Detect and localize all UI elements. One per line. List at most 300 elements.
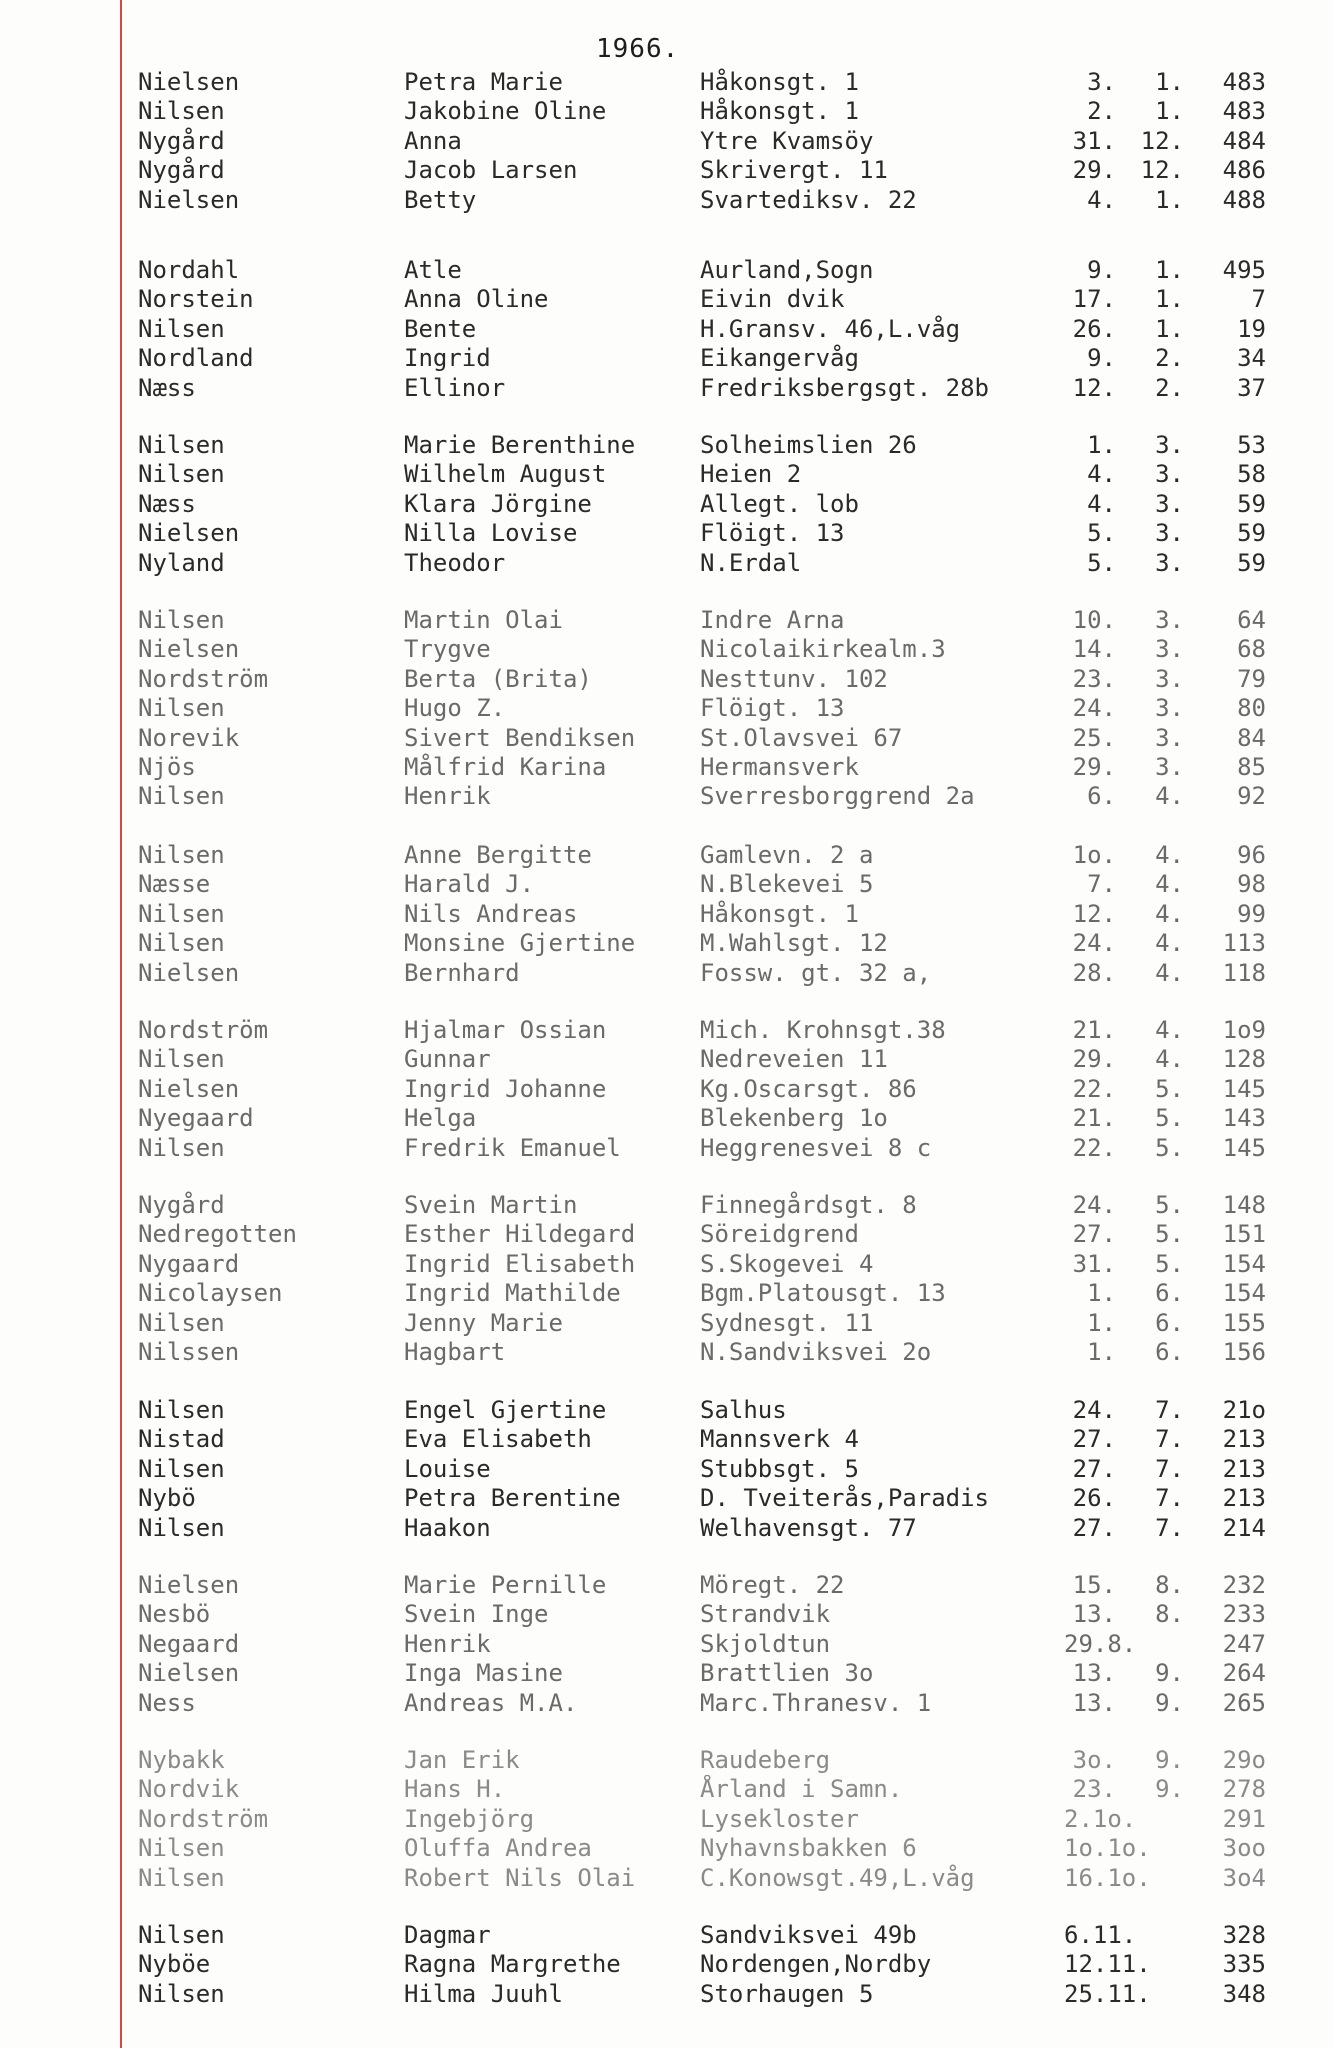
surname-cell: Nilsen (138, 900, 225, 928)
day-cell: 24. (1072, 694, 1116, 722)
address-cell: Mannsverk 4 (700, 1425, 859, 1453)
entry-number-cell: 59 (1237, 490, 1266, 518)
address-cell: Flöigt. 13 (700, 694, 845, 722)
month-cell: 12. (1140, 127, 1184, 155)
entry-number-cell: 155 (1222, 1309, 1266, 1337)
address-cell: Svartediksv. 22 (700, 186, 917, 214)
month-cell: 8. (1155, 1571, 1184, 1599)
day-cell: 12.11. (1064, 1950, 1151, 1978)
month-cell: 3. (1155, 724, 1184, 752)
day-cell: 1. (1087, 1309, 1116, 1337)
register-row (0, 959, 1334, 988)
entry-number-cell: 113 (1222, 929, 1266, 957)
month-cell: 6. (1155, 1309, 1184, 1337)
first-name-cell: Klara Jörgine (404, 490, 592, 518)
register-row (0, 1191, 1334, 1220)
register-row (0, 1746, 1334, 1775)
day-cell: 23. (1072, 1775, 1116, 1803)
entry-number-cell: 278 (1222, 1775, 1266, 1803)
address-cell: Nyhavnsbakken 6 (700, 1834, 917, 1862)
entry-number-cell: 68 (1237, 635, 1266, 663)
entry-number-cell: 143 (1222, 1104, 1266, 1132)
first-name-cell: Atle (404, 256, 462, 284)
register-row (0, 256, 1334, 285)
address-cell: Finnegårdsgt. 8 (700, 1191, 917, 1219)
register-row (0, 460, 1334, 489)
first-name-cell: Trygve (404, 635, 491, 663)
first-name-cell: Jakobine Oline (404, 97, 607, 125)
day-cell: 24. (1072, 929, 1116, 957)
entry-number-cell: 7 (1251, 285, 1266, 313)
address-cell: Nordengen,Nordby (700, 1950, 932, 1978)
address-cell: Söreidgrend (700, 1220, 859, 1248)
address-cell: Aurland,Sogn (700, 256, 874, 284)
day-cell: 5. (1087, 519, 1116, 547)
month-cell: 3. (1155, 694, 1184, 722)
first-name-cell: Anna (404, 127, 462, 155)
address-cell: Skjoldtun (700, 1630, 831, 1658)
entry-number-cell: 156 (1222, 1338, 1266, 1366)
surname-cell: Nilsen (138, 929, 225, 957)
day-cell: 12. (1072, 900, 1116, 928)
surname-cell: Nygård (138, 127, 225, 155)
day-cell: 12. (1072, 374, 1116, 402)
first-name-cell: Wilhelm August (404, 460, 607, 488)
surname-cell: Nordström (138, 1805, 269, 1833)
month-cell: 5. (1155, 1220, 1184, 1248)
register-row (0, 1045, 1334, 1074)
address-cell: Fredriksbergsgt. 28b (700, 374, 989, 402)
entry-number-cell: 264 (1222, 1659, 1266, 1687)
address-cell: Gamlevn. 2 a (700, 841, 874, 869)
first-name-cell: Helga (404, 1104, 477, 1132)
register-row (0, 68, 1334, 97)
surname-cell: Nilsen (138, 1921, 225, 1949)
entry-number-cell: 34 (1237, 344, 1266, 372)
month-cell: 1. (1155, 186, 1184, 214)
day-cell: 23. (1072, 665, 1116, 693)
first-name-cell: Fredrik Emanuel (404, 1134, 621, 1162)
register-row (0, 1630, 1334, 1659)
month-cell: 8. (1155, 1600, 1184, 1628)
first-name-cell: Gunnar (404, 1045, 491, 1073)
day-cell: 2. (1087, 97, 1116, 125)
first-name-cell: Hagbart (404, 1338, 506, 1366)
first-name-cell: Målfrid Karina (404, 753, 607, 781)
month-cell: 4. (1155, 870, 1184, 898)
register-row (0, 1514, 1334, 1543)
first-name-cell: Berta (Brita) (404, 665, 592, 693)
month-cell: 1. (1155, 97, 1184, 125)
register-row (0, 900, 1334, 929)
first-name-cell: Andreas M.A. (404, 1689, 578, 1717)
surname-cell: Njös (138, 753, 196, 781)
address-cell: Nesttunv. 102 (700, 665, 888, 693)
entry-number-cell: 484 (1222, 127, 1266, 155)
first-name-cell: Hilma Juuhl (404, 1980, 563, 2008)
first-name-cell: Petra Berentine (404, 1484, 621, 1512)
entry-number-cell: 291 (1222, 1805, 1266, 1833)
surname-cell: Norstein (138, 285, 254, 313)
surname-cell: Nielsen (138, 186, 240, 214)
day-cell: 4. (1087, 186, 1116, 214)
day-cell: 26. (1072, 315, 1116, 343)
entry-number-cell: 53 (1237, 431, 1266, 459)
register-row (0, 1016, 1334, 1045)
day-cell: 31. (1072, 127, 1116, 155)
address-cell: Storhaugen 5 (700, 1980, 874, 2008)
address-cell: Håkonsgt. 1 (700, 68, 859, 96)
year-heading: 1966. (596, 34, 680, 64)
month-cell: 7. (1155, 1484, 1184, 1512)
entry-number-cell: 488 (1222, 186, 1266, 214)
day-cell: 1o. (1072, 841, 1116, 869)
register-row (0, 127, 1334, 156)
address-cell: Möregt. 22 (700, 1571, 845, 1599)
month-cell: 4. (1155, 1016, 1184, 1044)
address-cell: Fossw. gt. 32 a, (700, 959, 932, 987)
address-cell: H.Gransv. 46,L.våg (700, 315, 961, 343)
month-cell: 3. (1155, 549, 1184, 577)
surname-cell: Nilsen (138, 782, 225, 810)
day-cell: 9. (1087, 344, 1116, 372)
first-name-cell: Ingrid Johanne (404, 1075, 607, 1103)
address-cell: C.Konowsgt.49,L.våg (700, 1864, 975, 1892)
surname-cell: Nilsen (138, 841, 225, 869)
month-cell: 4. (1155, 929, 1184, 957)
entry-number-cell: 265 (1222, 1689, 1266, 1717)
first-name-cell: Petra Marie (404, 68, 563, 96)
entry-number-cell: 118 (1222, 959, 1266, 987)
address-cell: Indre Arna (700, 606, 845, 634)
month-cell: 1. (1155, 285, 1184, 313)
day-cell: 22. (1072, 1134, 1116, 1162)
address-cell: N.Blekevei 5 (700, 870, 874, 898)
first-name-cell: Dagmar (404, 1921, 491, 1949)
address-cell: Heggrenesvei 8 c (700, 1134, 932, 1162)
first-name-cell: Monsine Gjertine (404, 929, 636, 957)
address-cell: Sandviksvei 49b (700, 1921, 917, 1949)
surname-cell: Nicolaysen (138, 1279, 283, 1307)
entry-number-cell: 37 (1237, 374, 1266, 402)
surname-cell: Nilsen (138, 460, 225, 488)
first-name-cell: Anna Oline (404, 285, 549, 313)
surname-cell: Nordström (138, 1016, 269, 1044)
day-cell: 29. (1072, 156, 1116, 184)
day-cell: 3. (1087, 68, 1116, 96)
address-cell: St.Olavsvei 67 (700, 724, 903, 752)
first-name-cell: Hjalmar Ossian (404, 1016, 607, 1044)
entry-number-cell: 1o9 (1222, 1016, 1266, 1044)
month-cell: 4. (1155, 782, 1184, 810)
day-cell: 25.11. (1064, 1980, 1151, 2008)
entry-number-cell: 19 (1237, 315, 1266, 343)
day-cell: 2.1o. (1064, 1805, 1137, 1833)
surname-cell: Nielsen (138, 959, 240, 987)
address-cell: Årland i Samn. (700, 1775, 903, 1803)
register-row (0, 1571, 1334, 1600)
entry-number-cell: 3o4 (1222, 1864, 1266, 1892)
entry-number-cell: 145 (1222, 1134, 1266, 1162)
month-cell: 3. (1155, 519, 1184, 547)
entry-number-cell: 154 (1222, 1250, 1266, 1278)
address-cell: Mich. Krohnsgt.38 (700, 1016, 946, 1044)
month-cell: 12. (1140, 156, 1184, 184)
first-name-cell: Harald J. (404, 870, 535, 898)
day-cell: 31. (1072, 1250, 1116, 1278)
month-cell: 6. (1155, 1338, 1184, 1366)
entry-number-cell: 92 (1237, 782, 1266, 810)
register-row (0, 1250, 1334, 1279)
month-cell: 3. (1155, 665, 1184, 693)
register-row (0, 344, 1334, 373)
register-row (0, 156, 1334, 185)
surname-cell: Nedregotten (138, 1220, 297, 1248)
day-cell: 26. (1072, 1484, 1116, 1512)
entry-number-cell: 148 (1222, 1191, 1266, 1219)
address-cell: Nicolaikirkealm.3 (700, 635, 946, 663)
address-cell: Blekenberg 1o (700, 1104, 888, 1132)
day-cell: 27. (1072, 1425, 1116, 1453)
day-cell: 13. (1072, 1600, 1116, 1628)
entry-number-cell: 21o (1222, 1396, 1266, 1424)
surname-cell: Nilsen (138, 694, 225, 722)
day-cell: 1. (1087, 1279, 1116, 1307)
register-row (0, 1338, 1334, 1367)
address-cell: Nedreveien 11 (700, 1045, 888, 1073)
surname-cell: Nielsen (138, 635, 240, 663)
first-name-cell: Bente (404, 315, 477, 343)
register-row (0, 1775, 1334, 1804)
entry-number-cell: 3oo (1222, 1834, 1266, 1862)
address-cell: Lysekloster (700, 1805, 859, 1833)
entry-number-cell: 59 (1237, 519, 1266, 547)
register-row (0, 1104, 1334, 1133)
register-row (0, 694, 1334, 723)
surname-cell: Nilsen (138, 1864, 225, 1892)
register-row (0, 929, 1334, 958)
surname-cell: Nielsen (138, 1571, 240, 1599)
day-cell: 29. (1072, 753, 1116, 781)
day-cell: 24. (1072, 1191, 1116, 1219)
address-cell: Ytre Kvamsöy (700, 127, 874, 155)
day-cell: 9. (1087, 256, 1116, 284)
first-name-cell: Nilla Lovise (404, 519, 578, 547)
first-name-cell: Inga Masine (404, 1659, 563, 1687)
address-cell: Strandvik (700, 1600, 831, 1628)
first-name-cell: Jacob Larsen (404, 156, 578, 184)
entry-number-cell: 232 (1222, 1571, 1266, 1599)
register-row (0, 519, 1334, 548)
entry-number-cell: 328 (1222, 1921, 1266, 1949)
first-name-cell: Oluffa Andrea (404, 1834, 592, 1862)
surname-cell: Nilsen (138, 1834, 225, 1862)
surname-cell: Nygaard (138, 1250, 240, 1278)
register-row (0, 285, 1334, 314)
entry-number-cell: 214 (1222, 1514, 1266, 1542)
address-cell: M.Wahlsgt. 12 (700, 929, 888, 957)
month-cell: 7. (1155, 1396, 1184, 1424)
entry-number-cell: 154 (1222, 1279, 1266, 1307)
entry-number-cell: 213 (1222, 1455, 1266, 1483)
day-cell: 17. (1072, 285, 1116, 313)
day-cell: 7. (1087, 870, 1116, 898)
first-name-cell: Ingrid (404, 344, 491, 372)
address-cell: Marc.Thranesv. 1 (700, 1689, 932, 1717)
first-name-cell: Nils Andreas (404, 900, 578, 928)
address-cell: Solheimslien 26 (700, 431, 917, 459)
day-cell: 13. (1072, 1659, 1116, 1687)
entry-number-cell: 213 (1222, 1425, 1266, 1453)
surname-cell: Næss (138, 374, 196, 402)
surname-cell: Nielsen (138, 1075, 240, 1103)
surname-cell: Nilsen (138, 1309, 225, 1337)
register-row (0, 1950, 1334, 1979)
register-row (0, 753, 1334, 782)
register-row (0, 1279, 1334, 1308)
register-row (0, 490, 1334, 519)
register-row (0, 374, 1334, 403)
address-cell: Hermansverk (700, 753, 859, 781)
month-cell: 3. (1155, 490, 1184, 518)
first-name-cell: Eva Elisabeth (404, 1425, 592, 1453)
month-cell: 4. (1155, 1045, 1184, 1073)
surname-cell: Nilsen (138, 1980, 225, 2008)
month-cell: 2. (1155, 344, 1184, 372)
address-cell: Eivin dvik (700, 285, 845, 313)
register-row (0, 1805, 1334, 1834)
entry-number-cell: 151 (1222, 1220, 1266, 1248)
entry-number-cell: 29o (1222, 1746, 1266, 1774)
address-cell: Kg.Oscarsgt. 86 (700, 1075, 917, 1103)
surname-cell: Nyegaard (138, 1104, 254, 1132)
surname-cell: Nyböe (138, 1950, 211, 1978)
surname-cell: Næsse (138, 870, 211, 898)
month-cell: 3. (1155, 635, 1184, 663)
day-cell: 4. (1087, 490, 1116, 518)
first-name-cell: Ingrid Elisabeth (404, 1250, 636, 1278)
register-row (0, 1864, 1334, 1893)
entry-number-cell: 483 (1222, 68, 1266, 96)
day-cell: 1o.1o. (1064, 1834, 1151, 1862)
month-cell: 5. (1155, 1134, 1184, 1162)
day-cell: 1. (1087, 431, 1116, 459)
register-row (0, 1659, 1334, 1688)
first-name-cell: Martin Olai (404, 606, 563, 634)
register-row (0, 665, 1334, 694)
month-cell: 1. (1155, 68, 1184, 96)
surname-cell: Nybö (138, 1484, 196, 1512)
address-cell: D. Tveiterås,Paradis (700, 1484, 989, 1512)
first-name-cell: Haakon (404, 1514, 491, 1542)
address-cell: Heien 2 (700, 460, 802, 488)
surname-cell: Nilsen (138, 97, 225, 125)
address-cell: N.Sandviksvei 2o (700, 1338, 932, 1366)
address-cell: Allegt. lob (700, 490, 859, 518)
first-name-cell: Jenny Marie (404, 1309, 563, 1337)
surname-cell: Nielsen (138, 519, 240, 547)
register-row (0, 1220, 1334, 1249)
surname-cell: Nilssen (138, 1338, 240, 1366)
address-cell: Stubbsgt. 5 (700, 1455, 859, 1483)
day-cell: 24. (1072, 1396, 1116, 1424)
month-cell: 3. (1155, 753, 1184, 781)
surname-cell: Nordahl (138, 256, 240, 284)
address-cell: Welhavensgt. 77 (700, 1514, 917, 1542)
month-cell: 7. (1155, 1425, 1184, 1453)
surname-cell: Nesbö (138, 1600, 211, 1628)
month-cell: 1. (1155, 256, 1184, 284)
register-row (0, 186, 1334, 215)
month-cell: 5. (1155, 1250, 1184, 1278)
register-row (0, 606, 1334, 635)
surname-cell: Nilsen (138, 606, 225, 634)
address-cell: Brattlien 3o (700, 1659, 874, 1687)
surname-cell: Nielsen (138, 68, 240, 96)
day-cell: 27. (1072, 1220, 1116, 1248)
entry-number-cell: 335 (1222, 1950, 1266, 1978)
address-cell: Sydnesgt. 11 (700, 1309, 874, 1337)
register-row (0, 1396, 1334, 1425)
first-name-cell: Ingebjörg (404, 1805, 535, 1833)
day-cell: 6. (1087, 782, 1116, 810)
register-row (0, 1689, 1334, 1718)
first-name-cell: Hugo Z. (404, 694, 506, 722)
month-cell: 3. (1155, 606, 1184, 634)
month-cell: 9. (1155, 1775, 1184, 1803)
register-row (0, 1425, 1334, 1454)
day-cell: 28. (1072, 959, 1116, 987)
first-name-cell: Theodor (404, 549, 506, 577)
address-cell: Håkonsgt. 1 (700, 900, 859, 928)
first-name-cell: Betty (404, 186, 477, 214)
surname-cell: Negaard (138, 1630, 240, 1658)
register-row (0, 1600, 1334, 1629)
entry-number-cell: 233 (1222, 1600, 1266, 1628)
month-cell: 6. (1155, 1279, 1184, 1307)
register-row (0, 1834, 1334, 1863)
day-cell: 14. (1072, 635, 1116, 663)
surname-cell: Nordvik (138, 1775, 240, 1803)
register-row (0, 1134, 1334, 1163)
entry-number-cell: 64 (1237, 606, 1266, 634)
day-cell: 27. (1072, 1514, 1116, 1542)
surname-cell: Nilsen (138, 315, 225, 343)
surname-cell: Nybakk (138, 1746, 225, 1774)
surname-cell: Nilsen (138, 1514, 225, 1542)
first-name-cell: Ingrid Mathilde (404, 1279, 621, 1307)
first-name-cell: Jan Erik (404, 1746, 520, 1774)
register-row (0, 1921, 1334, 1950)
register-row (0, 782, 1334, 811)
register-row (0, 870, 1334, 899)
register-row (0, 1455, 1334, 1484)
entry-number-cell: 98 (1237, 870, 1266, 898)
day-cell: 15. (1072, 1571, 1116, 1599)
entry-number-cell: 59 (1237, 549, 1266, 577)
surname-cell: Nilsen (138, 1455, 225, 1483)
surname-cell: Nielsen (138, 1659, 240, 1687)
entry-number-cell: 80 (1237, 694, 1266, 722)
address-cell: Eikangervåg (700, 344, 859, 372)
day-cell: 25. (1072, 724, 1116, 752)
address-cell: Sverresborggrend 2a (700, 782, 975, 810)
surname-cell: Nilsen (138, 1396, 225, 1424)
first-name-cell: Hans H. (404, 1775, 506, 1803)
day-cell: 29.8. (1064, 1630, 1137, 1658)
month-cell: 9. (1155, 1689, 1184, 1717)
first-name-cell: Henrik (404, 782, 491, 810)
